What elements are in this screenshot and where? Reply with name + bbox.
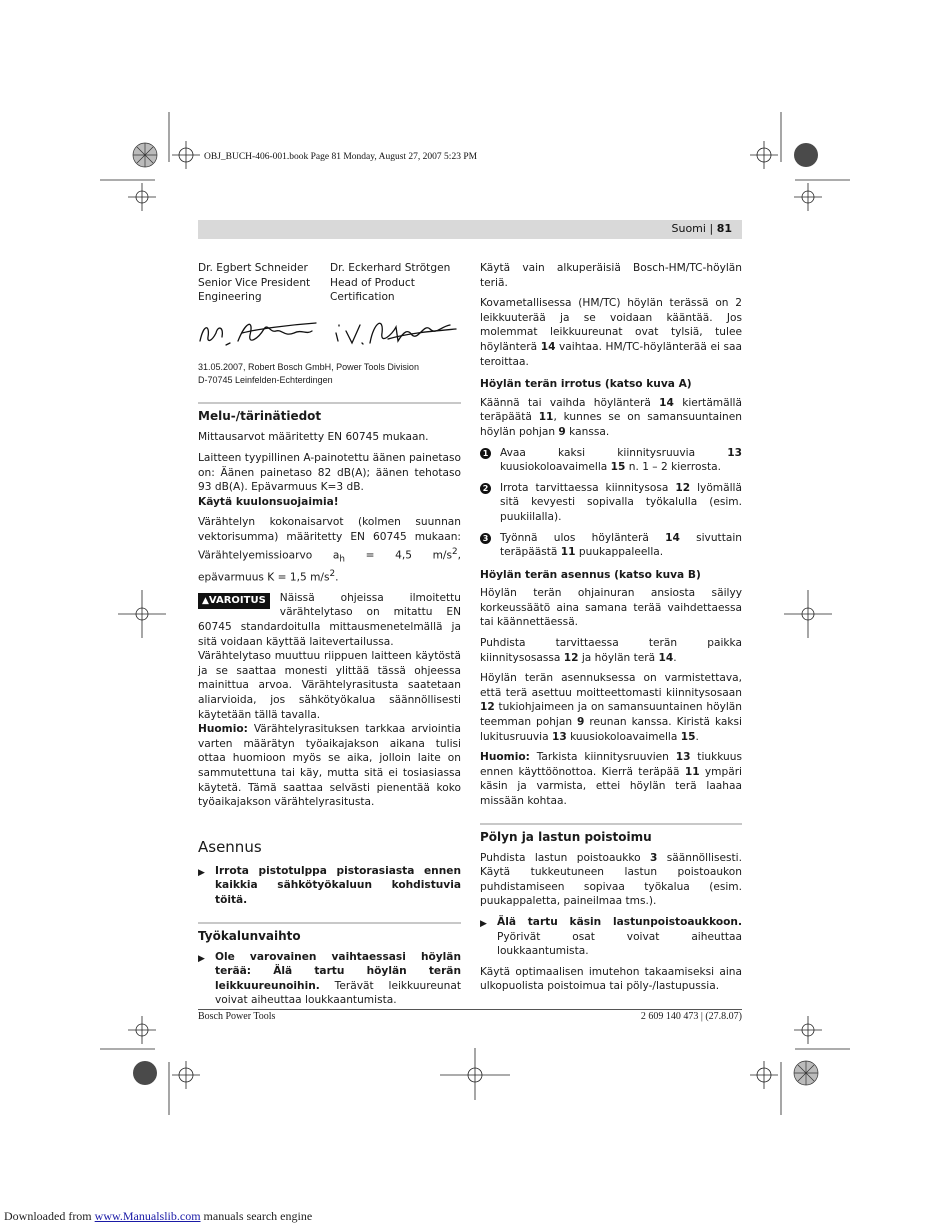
text-run: . [335, 571, 339, 584]
text-run: = 4,5 m/s [344, 549, 452, 562]
bullet-arrow-icon: ▶ [480, 918, 487, 929]
paragraph [480, 396, 742, 440]
bullet-item [198, 950, 461, 1008]
footer-doc-number: 2 609 140 473 | (27.8.07) [640, 1011, 742, 1022]
handwritten-signatures [198, 311, 461, 357]
signatory-name: Dr. Egbert Schneider [198, 262, 308, 274]
bullet-item [198, 864, 461, 908]
numbered-step [480, 446, 742, 475]
text-run: ja höylän terä [578, 651, 659, 664]
superscript: 2 [452, 546, 458, 557]
ref-number: 12 [675, 481, 691, 494]
ref-number: 14 [540, 340, 556, 353]
text-run: tiukkuus ennen käyttöönottoa. Kierrä teräpää [480, 751, 742, 778]
company-line-1: 31.05.2007, Robert Bosch GmbH, Power Tools Division [198, 362, 419, 373]
page-header [672, 222, 733, 235]
text-run: Käännä tai vaihda höylänterä [480, 396, 660, 409]
text-run: , kunnes se on samansuuntainen höylän pohjan [480, 411, 742, 438]
numbered-step [480, 481, 742, 525]
download-suffix: manuals search engine [200, 1209, 313, 1223]
ref-number: 9 [577, 716, 585, 729]
signatory-title: Head of Product [330, 276, 415, 289]
step-text [500, 446, 742, 475]
section-heading-dust: Pölyn ja lastun poistoimu [480, 823, 742, 845]
text-run: kuusiokoloavaimella [500, 461, 611, 474]
bullet-bold: Älä tartu käsin lastunpoistoaukkoon. [497, 915, 742, 928]
footer-brand: Bosch Power Tools [198, 1011, 276, 1022]
ref-number: 12 [563, 651, 579, 664]
signatories [198, 261, 461, 305]
crosshair-top-right [750, 141, 778, 169]
text-run: puukappaleella. [575, 546, 664, 559]
step-number: 1 [480, 448, 491, 459]
print-header: OBJ_BUCH-406-001.book Page 81 Monday, August 27, 2007 5:23 PM [204, 152, 478, 162]
bullet-arrow-icon: ▶ [198, 867, 205, 878]
text-run: Työnnä ulos höylänterä [500, 531, 666, 544]
header-page-number: 81 [716, 222, 732, 235]
ref-number: 12 [480, 701, 495, 714]
text-run: säännöllisesti. Käytä tukkeutuneen lastun poistoaukon puhdistamiseen sopivaa työkalua (esim. puukappaletta, paineilmaa tms.). [480, 851, 742, 908]
text-run: ympäri käsin ja varmista, ettei höylän terä laahaa missään kohtaa. [480, 765, 742, 807]
text-run: Höylän terän asennuksessa on varmistettava, että terä asettuu moitteettomasti kiinnitysosaan [480, 672, 742, 699]
ref-number: 15 [610, 461, 626, 474]
paragraph [198, 451, 461, 509]
note-label: Huomio: [480, 751, 530, 764]
text-run: Puhdista lastun poistoaukko [480, 851, 650, 864]
ref-number: 11 [538, 411, 554, 424]
numbered-step [480, 531, 742, 560]
signatory-name: Dr. Eckerhard Strötgen [330, 262, 451, 274]
paragraph [480, 851, 742, 909]
text-run: , epävarmuus K = 1,5 m/s [198, 549, 461, 584]
right-column [480, 261, 742, 1000]
note-text: Värähtelyrasituksen tarkkaa arviointia varten määrätyn työaikajakson aikana tulisi ottaa huomioon myös se aika, jolloin laite on sammutettuna tai käy, mutta sitä ei tosiasiassa käytetä. Tämä saattaa selvästi pienentää koko työaikajakson värähtelyrasitusta. [198, 723, 461, 809]
paragraph-text: Laitteen tyypillinen A-painotettu äänen painetaso on: Äänen painetaso 82 dB(A); äänen tehotaso 93 dB(A). Epävarmuus K=3 dB. [198, 451, 461, 494]
text-run: Kovametallisessa (HM/TC) höylän terässä on 2 leikkuuterää ja se voidaan kääntää. Jos molemmat leikkuureunat ovat tylsiä, tulee höylänterä [480, 297, 742, 353]
ref-number: 15 [680, 730, 696, 743]
text-run: tukiohjaimeen ja on samansuuntainen höylän teemman pohjan [480, 701, 742, 729]
footer-divider [198, 1009, 742, 1010]
paragraph [480, 671, 742, 744]
text-run: Värähtelyn kokonaisarvot (kolmen suunnan vektorisumma) määritetty EN 60745 mukaan: Värähtelyemissioarvo a [198, 516, 461, 562]
ref-number: 13 [551, 730, 567, 743]
note-paragraph [198, 722, 461, 810]
section-heading-assembly: Asennus [198, 837, 262, 856]
ref-number: 13 [727, 446, 742, 459]
bullet-item [480, 915, 742, 959]
text-run: n. 1 – 2 kierrosta. [625, 461, 721, 474]
bullet-rest: Pyörivät osat voivat aiheuttaa loukkaantumista. [497, 930, 742, 958]
text-run: kuusiokoloavaimella [566, 730, 681, 743]
signatory-title: Senior Vice President [198, 276, 311, 289]
crosshair-top-left [172, 141, 200, 169]
text-run: vaihtaa. HM/TC-höylänterää ei saa teroittaa. [480, 340, 742, 368]
text-run: sivuttain teräpäästä [500, 531, 742, 559]
ref-number: 11 [560, 546, 576, 559]
text-run: Irrota tarvittaessa kiinnitysosa [500, 481, 676, 494]
warning-text: Näissä ohjeissa ilmoitettu värähtelytaso on mitattu EN 60745 standardoitulla mittausmenetelmällä ja sitä voidaan käyttää laitevertailussa. [198, 591, 461, 648]
step-text [500, 531, 742, 560]
header-language: Suomi [671, 222, 706, 235]
ref-number: 9 [558, 425, 566, 438]
subscript: h [339, 554, 345, 565]
text-run: reunan kanssa. Kiristä kaksi lukitusruuvia [480, 716, 742, 743]
left-column [198, 261, 461, 1014]
warning-label: VAROITUS [208, 594, 266, 606]
paragraph: Värähtelytaso muuttuu riippuen laitteen käytöstä ja se saattaa monesti ylittää tässä ohjeessa mainittua arvoa. Värähtelyrasitusta saatetaan aliarvioida, jos sähkötyökalua säännöllisesti käytetään tällä tavalla. [198, 650, 461, 721]
signatory-1 [198, 261, 316, 305]
note-label: Huomio: [198, 723, 248, 736]
superscript: 2 [329, 568, 336, 579]
bullet-text [497, 915, 742, 959]
step-text [500, 481, 742, 525]
paragraph-vibration [198, 515, 461, 585]
paragraph: Käytä optimaalisen imutehon takaamiseksi aina ulkopuolista poistoimua tai pöly-/lastupussia. [480, 965, 742, 993]
warning-badge [198, 593, 270, 609]
paragraph [480, 636, 742, 665]
paragraph: Mittausarvot määritetty EN 60745 mukaan. [198, 431, 429, 444]
text-run: Avaa kaksi kiinnitysruuvia [500, 446, 728, 459]
bullet-text [215, 950, 461, 1008]
ref-number: 3 [649, 851, 658, 864]
text-run: Puhdista tarvittaessa terän paikka kiinnitysosassa [480, 637, 742, 664]
signatory-dept: Certification [330, 291, 395, 304]
company-address [198, 361, 461, 386]
text-run: Tarkista kiinnitysruuvien [529, 751, 676, 764]
text-run: lyömällä sitä kevyesti sopivalla työkalulla (esim. puukiilalla). [500, 481, 742, 523]
signatory-dept: Engineering [198, 291, 262, 304]
text-run: kanssa. [565, 425, 610, 438]
ref-number: 13 [675, 751, 691, 764]
download-prefix: Downloaded from [4, 1209, 95, 1223]
bold-instruction: Käytä kuulonsuojaimia! [198, 495, 339, 508]
ref-number: 14 [659, 396, 674, 409]
paragraph [480, 296, 742, 369]
subheading-removal: Höylän terän irrotus (katso kuva A) [480, 378, 692, 391]
bullet-text [215, 864, 461, 908]
bullet-bold: Ole varovainen vaihtaessasi höylän terää: Älä tartu höylän terän leikkuureunoihin. [215, 950, 461, 992]
download-notice [4, 1209, 312, 1224]
ref-number: 14 [665, 531, 680, 544]
note-paragraph [480, 750, 742, 808]
company-line-2: D-70745 Leinfelden-Echterdingen [198, 374, 333, 385]
text-run: kiertämällä teräpäätä [480, 396, 742, 424]
ref-number: 14 [658, 651, 674, 664]
warning-paragraph [198, 591, 461, 649]
ref-number: 11 [684, 765, 700, 778]
bullet-rest: Terävät leikkuureunat voivat aiheuttaa loukkaantumista. [215, 979, 461, 1007]
step-number: 3 [480, 533, 491, 544]
page-header-bar [198, 220, 742, 239]
paragraph: Höylän terän ohjainuran ansiosta säilyy korkeussäätö aina samana terää vaihdettaessa tai käännettäessä. [480, 587, 742, 629]
signatory-2 [330, 261, 460, 305]
text-run: . [673, 651, 677, 664]
paragraph: Käytä vain alkuperäisiä Bosch-HM/TC-höylän teriä. [480, 262, 742, 289]
bullet-bold: Irrota pistotulppa pistorasiasta ennen kaikkia sähkötyökaluun kohdistuvia töitä. [215, 864, 461, 906]
bullet-arrow-icon: ▶ [198, 953, 205, 964]
subheading-install: Höylän terän asennus (katso kuva B) [480, 568, 701, 581]
section-heading-tool-change: Työkalunvaihto [198, 922, 461, 944]
step-number: 2 [480, 483, 491, 494]
header-separator: | [709, 222, 714, 235]
section-heading-noise: Melu-/tärinätiedot [198, 402, 461, 424]
manualslib-link[interactable]: www.Manualslib.com [94, 1209, 201, 1223]
warning-triangle-icon: ▲ [202, 595, 209, 606]
text-run: . [695, 730, 699, 743]
